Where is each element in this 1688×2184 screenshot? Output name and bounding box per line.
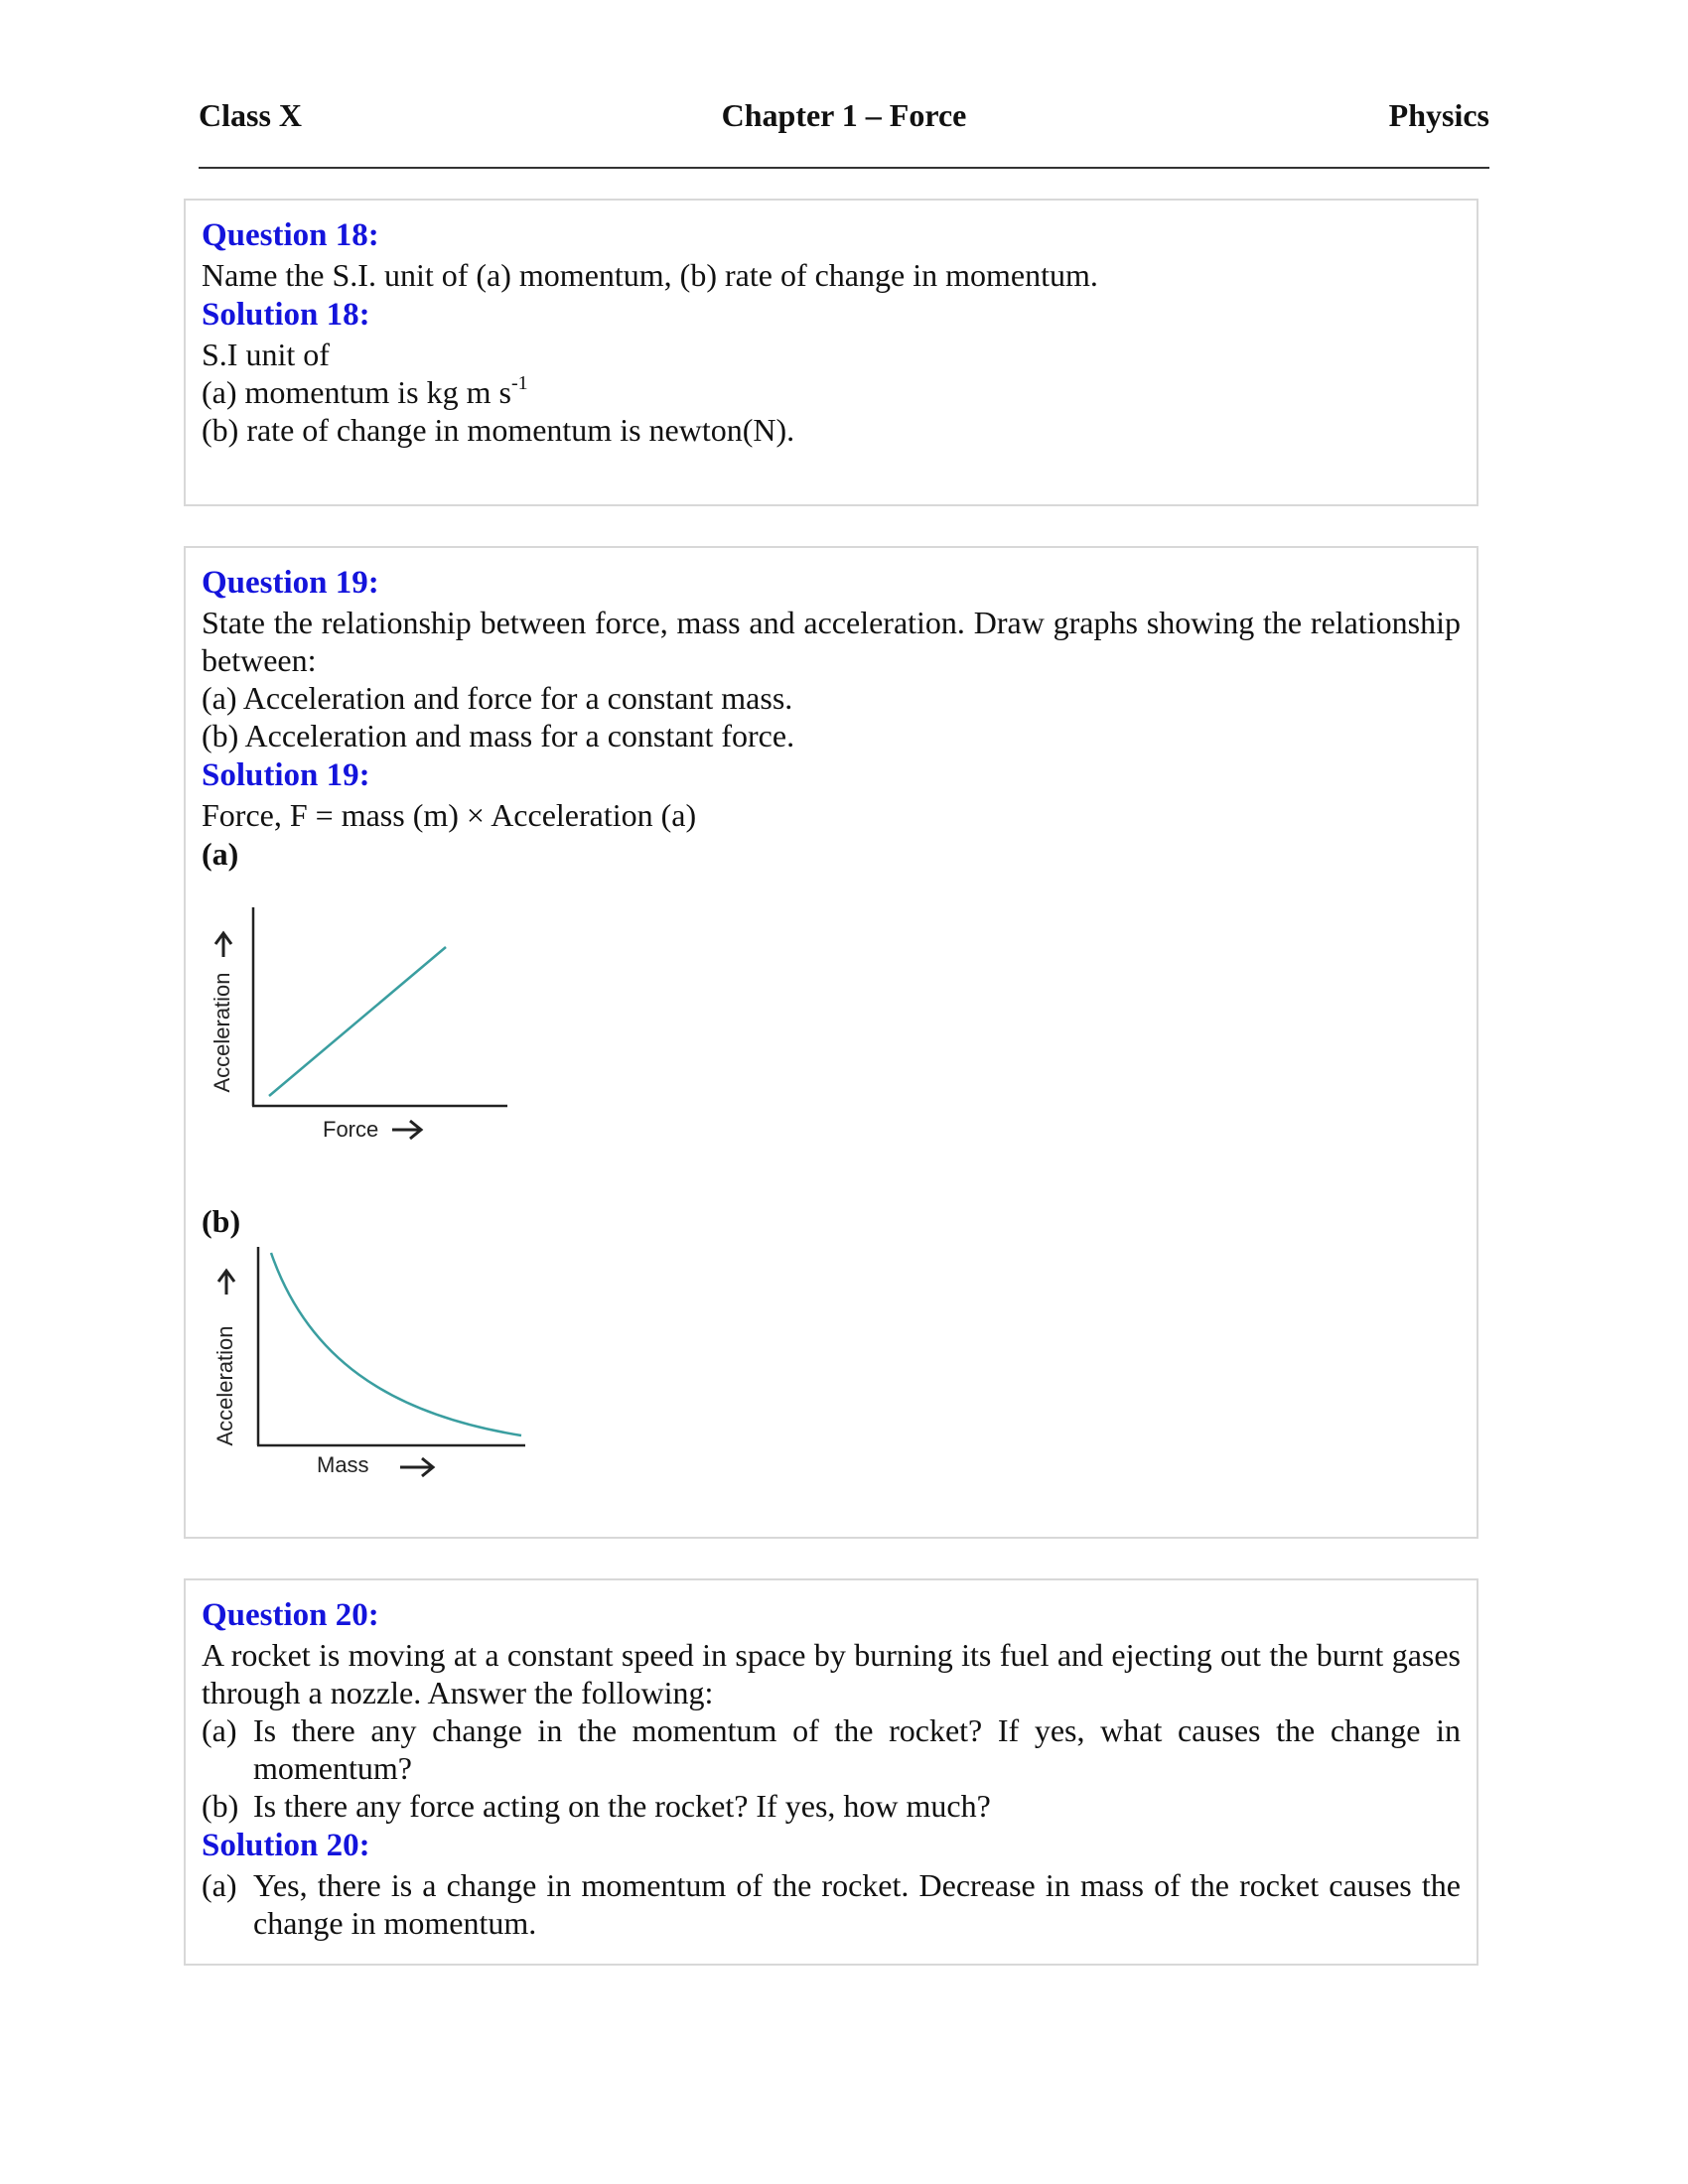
graph-a-label: (a): [202, 836, 239, 872]
question-19-item-a: (a) Acceleration and force for a constant mass.: [202, 680, 793, 716]
question-19-box: [184, 546, 1478, 1539]
question-18-box: [184, 199, 1478, 506]
question-20-part-b: [202, 1787, 1461, 1825]
graph-b-y-label: Acceleration: [212, 1325, 237, 1446]
question-19-item-b: (b) Acceleration and mass for a constant force.: [202, 718, 795, 753]
solution-18-line-2-text: (a) momentum is kg m s: [202, 374, 511, 410]
header-subject: Physics: [1388, 97, 1489, 133]
graph-a-x-label: Force: [323, 1117, 379, 1142]
solution-18-heading: Solution 18:: [202, 297, 370, 333]
solution-19-heading: Solution 19:: [202, 757, 370, 793]
question-20-part-a-text: Is there any change in the momentum of the rocket? If yes, what causes the change in momentum?: [253, 1712, 1461, 1786]
graph-b-x-arrow-icon: [400, 1458, 433, 1476]
solution-18-line-1: S.I unit of: [202, 337, 330, 372]
question-19-text: State the relationship between force, mass and acceleration. Draw graphs showing the relationship between:: [202, 605, 1461, 678]
header-chapter: Chapter 1 – Force: [721, 97, 967, 133]
solution-20-answer-a-tag: (a): [202, 1867, 237, 1903]
solution-18-line-3: (b) rate of change in momentum is newton(N).: [202, 412, 795, 448]
header-divider: [199, 167, 1489, 169]
question-20-part-b-text: Is there any force acting on the rocket? If yes, how much?: [253, 1788, 991, 1824]
solution-18-line-2: [202, 373, 1461, 411]
solution-18-exponent: -1: [510, 372, 528, 394]
question-18-text: Name the S.I. unit of (a) momentum, (b) rate of change in momentum.: [202, 257, 1098, 293]
graph-a-x-arrow-icon: [392, 1121, 421, 1139]
graph-a-y-label: Acceleration: [210, 972, 234, 1093]
header-class: Class X: [199, 97, 303, 133]
solution-20-answer-a: [202, 1866, 1461, 1942]
question-20-part-b-tag: (b): [202, 1788, 239, 1824]
graph-acceleration-vs-mass: [198, 1237, 595, 1505]
graph-b-label: (b): [202, 1203, 241, 1239]
solution-20-answer-a-text: Yes, there is a change in momentum of the rocket. Decrease in mass of the rocket causes the change in momentum.: [253, 1867, 1461, 1941]
question-18-heading: Question 18:: [202, 217, 379, 253]
question-20-part-a-tag: (a): [202, 1712, 237, 1748]
graph-acceleration-vs-force: [198, 895, 595, 1193]
question-20-part-a: [202, 1711, 1461, 1787]
question-19-heading: Question 19:: [202, 565, 379, 601]
solution-19-formula: Force, F = mass (m) × Acceleration (a): [202, 797, 697, 833]
graph-a-y-arrow-icon: [215, 933, 231, 957]
question-20-box: [184, 1578, 1478, 1966]
question-20-heading: Question 20:: [202, 1597, 379, 1633]
graph-a-line: [269, 947, 446, 1096]
question-20-text: A rocket is moving at a constant speed in space by burning its fuel and ejecting out the burnt gases through a nozzle. Answer the following:: [202, 1637, 1461, 1710]
graph-b-curve: [271, 1253, 521, 1435]
solution-20-heading: Solution 20:: [202, 1828, 370, 1863]
graph-b-x-label: Mass: [317, 1452, 369, 1477]
page-header: [199, 97, 1489, 143]
graph-b-y-arrow-icon: [218, 1271, 234, 1295]
